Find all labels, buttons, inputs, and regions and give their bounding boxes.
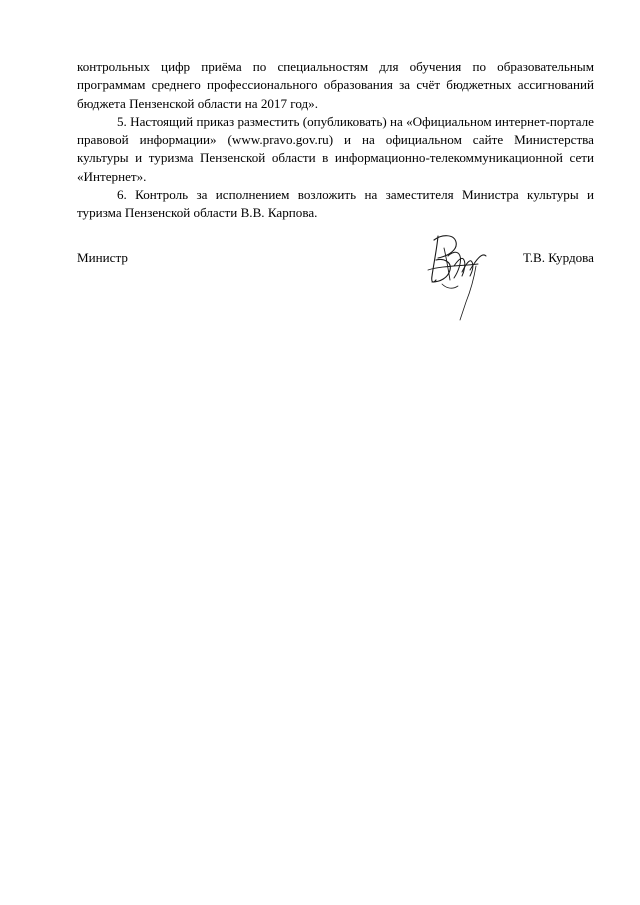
paragraph-continuation: контрольных цифр приёма по специальностям для обучения по образовательным программам среднего профессионального образования за счёт бюджетных ассигнований бюджета Пензенской области на 2017 год».: [77, 59, 594, 111]
document-body: [77, 58, 594, 223]
paragraph-6-control: 6. Контроль за исполнением возложить на заместителя Министра культуры и туризма Пензенской области В.В. Карпова.: [77, 187, 594, 221]
signatory-title: Министр: [77, 250, 128, 265]
handwritten-signature-icon: [424, 226, 496, 322]
paragraph-5-publication: 5. Настоящий приказ разместить (опубликовать) на «Официальном интернет-портале правовой информации» (www.pravo.gov.ru) и на официальном сайте Министерства культуры и туризма Пензенской области в информационно-телекоммуникационной сети «Интернет».: [77, 113, 594, 184]
signature-block: [77, 249, 594, 273]
signatory-name: Т.В. Курдова: [523, 250, 594, 265]
